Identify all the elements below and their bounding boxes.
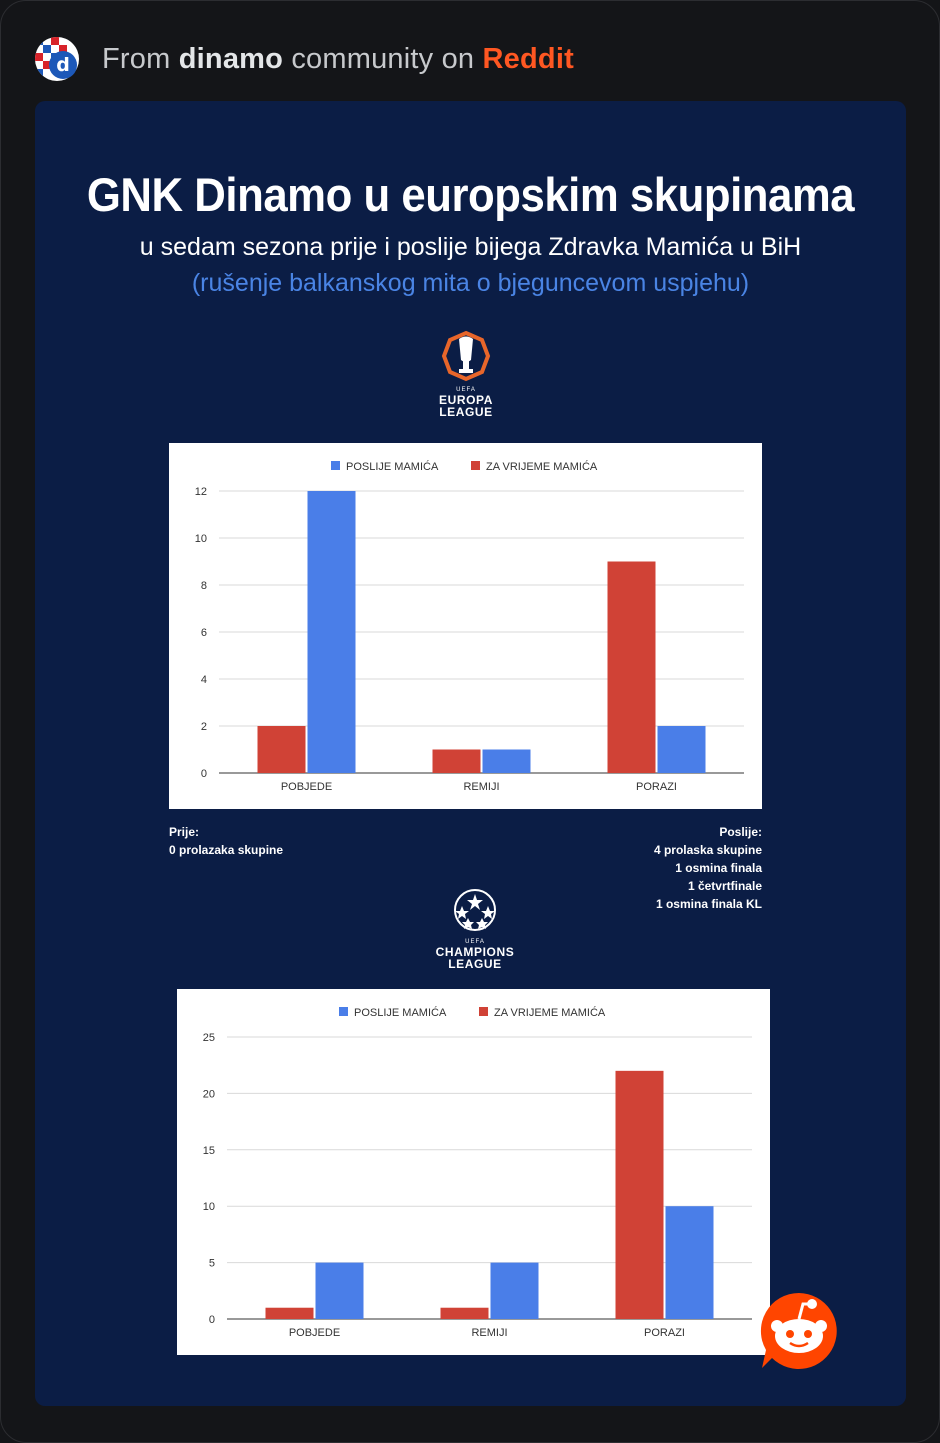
reddit-header[interactable] (34, 34, 574, 84)
x-tick-label: POBJEDE (280, 781, 333, 793)
x-tick-label: POBJEDE (288, 1327, 341, 1339)
bar (491, 1263, 539, 1319)
note-after-line: 4 prolaska skupine (653, 843, 762, 857)
y-tick-label: 8 (200, 580, 207, 592)
infographic-subtitle-highlight: (rušenje balkanskog mita o bjeguncevom uspjehu) (191, 269, 750, 297)
infographic-title: GNK Dinamo u europskim skupinama (86, 168, 855, 221)
legend-label: POSLIJE MAMIĆA (346, 461, 439, 473)
y-tick-label: 4 (200, 674, 207, 686)
legend-swatch (479, 1007, 488, 1016)
starball-icon (420, 888, 530, 934)
bar (266, 1308, 314, 1319)
note-after-label: Poslije: (719, 825, 762, 839)
note-before (169, 823, 283, 859)
europa-league-chart-svg (169, 443, 762, 809)
legend-label: ZA VRIJEME MAMIĆA (486, 461, 598, 473)
y-tick-label: 15 (202, 1144, 215, 1157)
europa-word: EUROPA (438, 393, 494, 407)
infographic-subtitle: u sedam sezona prije i poslije bijega Zdravka Mamića u BiH (139, 233, 802, 261)
source-middle: community on (291, 42, 475, 75)
note-after-line: 1 četvrtfinale (687, 879, 762, 893)
source-line (102, 43, 574, 76)
bar (483, 750, 531, 774)
europa-league-logo (426, 330, 506, 430)
reddit-snoo-icon[interactable] (758, 1290, 840, 1372)
bar (441, 1308, 489, 1319)
y-tick-label: 10 (202, 1201, 215, 1214)
dinamo-club-logo (34, 36, 80, 82)
legend-label: ZA VRIJEME MAMIĆA (494, 1007, 606, 1019)
legend-label: POSLIJE MAMIĆA (354, 1007, 447, 1019)
legend-swatch (331, 461, 340, 470)
bar (616, 1071, 664, 1319)
europa-trophy-icon (426, 330, 506, 382)
reddit-brand[interactable]: Reddit (482, 42, 574, 75)
bar (258, 726, 306, 773)
champions-league-chart-svg (177, 989, 770, 1355)
infographic-card (35, 101, 906, 1406)
bar (316, 1263, 364, 1319)
champions-league-word: LEAGUE (448, 957, 502, 971)
y-tick-label: 0 (208, 1314, 215, 1326)
y-tick-label: 5 (208, 1257, 215, 1270)
league-word: LEAGUE (439, 405, 493, 419)
community-name[interactable]: dinamo (178, 42, 284, 75)
x-tick-label: REMIJI (471, 1327, 508, 1339)
bar (308, 491, 356, 773)
champions-league-chart (177, 989, 770, 1355)
y-tick-label: 0 (200, 768, 207, 780)
bar (666, 1206, 714, 1319)
bar (433, 750, 481, 774)
note-before-label: Prije: (169, 825, 200, 839)
bar (658, 726, 706, 773)
bar (608, 562, 656, 774)
europa-uefa-text: UEFA (456, 387, 476, 393)
club-logo-letter: d (56, 54, 70, 76)
europa-league-chart (169, 443, 762, 809)
note-after-line: 1 osmina finala (675, 861, 762, 875)
y-tick-label: 12 (194, 486, 207, 498)
y-tick-label: 10 (194, 533, 207, 545)
champions-uefa-text: UEFA (465, 939, 485, 945)
y-tick-label: 20 (202, 1088, 215, 1101)
champions-word: CHAMPIONS (435, 945, 515, 959)
note-before-line: 0 prolazaka skupine (169, 843, 284, 857)
legend-swatch (471, 461, 480, 470)
y-tick-label: 2 (200, 721, 207, 733)
legend-swatch (339, 1007, 348, 1016)
y-tick-label: 25 (202, 1032, 215, 1044)
source-prefix: From (102, 42, 171, 75)
x-tick-label: PORAZI (644, 1327, 685, 1339)
note-after-line: 1 osmina finala KL (655, 897, 762, 911)
note-after (562, 823, 762, 913)
y-tick-label: 6 (200, 627, 207, 639)
champions-league-logo (420, 888, 530, 978)
x-tick-label: PORAZI (636, 781, 677, 793)
x-tick-label: REMIJI (463, 781, 500, 793)
